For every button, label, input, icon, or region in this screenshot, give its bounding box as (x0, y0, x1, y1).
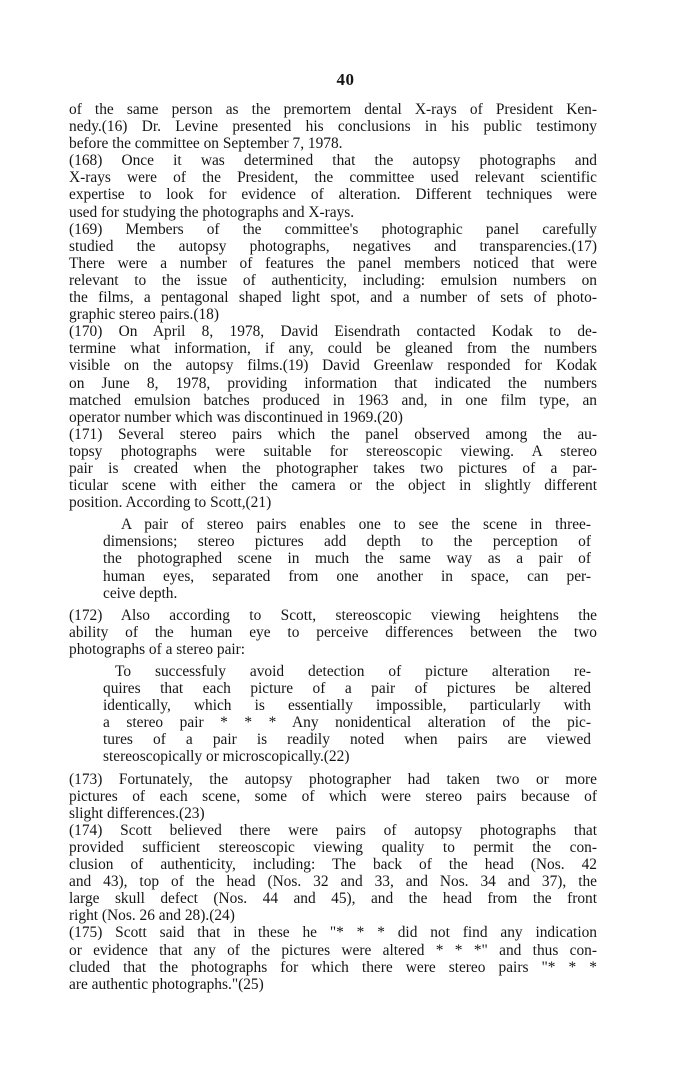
text-line: (173) Fortunately, the autopsy photographer had taken two or more (69, 770, 597, 788)
text-line: (174) Scott believed there were pairs of autopsy photographs that (69, 821, 597, 839)
text-line: visible on the autopsy films.(19) David Greenlaw responded for Kodak (69, 357, 597, 375)
text-line: before the committee on September 7, 1978. (69, 135, 343, 153)
text-line: matched emulsion batches produced in 1963 and, in one film type, an (69, 391, 597, 409)
text-line: ability of the human eye to perceive differences between the two (69, 623, 597, 641)
block-quote (69, 663, 597, 766)
text-line: used for studying the photographs and X-rays. (69, 203, 355, 221)
text-line: of the same person as the premortem dental X-rays of President Ken- (69, 101, 597, 118)
text-line: ticular scene with either the camera or the object in slightly different (69, 477, 597, 495)
text-line: (170) On April 8, 1978, David Eisendrath contacted Kodak to de- (69, 323, 597, 341)
text-line: (175) Scott said that in these he "* * * did not find any indication (69, 924, 597, 942)
text-line: or evidence that any of the pictures were altered * * *" and thus con- (69, 941, 597, 959)
text-line: X-rays were of the President, the committee used relevant scientific (69, 169, 597, 187)
quote-line: stereoscopically or microscopically.(22) (103, 748, 350, 766)
text-line: pictures of each scene, some of which were stereo pairs because of (69, 787, 597, 805)
quote-line: A pair of stereo pairs enables one to see the scene in three- (121, 516, 591, 534)
text-line: graphic stereo pairs.(18) (69, 306, 219, 324)
text-line: cluded that the photographs for which there were stereo pairs "* * * (69, 958, 597, 976)
block-quote (69, 516, 597, 601)
text-line: provided sufficient stereoscopic viewing quality to permit the con- (69, 838, 597, 856)
text-line: (169) Members of the committee's photographic panel carefully (69, 220, 597, 238)
quote-line: dimensions; stereo pictures add depth to the perception of (103, 533, 591, 551)
page-number: 40 (336, 70, 355, 89)
quote-line: human eyes, separated from one another in space, can per- (103, 567, 591, 585)
text-line: and 43), top of the head (Nos. 32 and 33, and Nos. 34 and 37), the (69, 873, 597, 891)
text-line: expertise to look for evidence of alteration. Different techniques were (69, 186, 597, 204)
text-line: on June 8, 1978, providing information that indicated the numbers (69, 374, 597, 392)
quote-line: To successfuly avoid detection of picture alteration re- (115, 663, 591, 680)
text-line: studied the autopsy photographs, negatives and transparencies.(17) (69, 237, 597, 255)
paragraph-group-2 (69, 607, 597, 658)
text-line: operator number which was discontinued in 1969.(20) (69, 408, 403, 426)
quote-line: the photographed scene in much the same way as a pair of (103, 550, 591, 568)
text-line: (168) Once it was determined that the autopsy photographs and (69, 152, 597, 170)
text-line: photographs of a stereo pair: (69, 640, 246, 658)
body-text (69, 101, 597, 993)
text-line: (171) Several stereo pairs which the panel observed among the au- (69, 425, 597, 443)
text-line: slight differences.(23) (69, 804, 205, 822)
text-line: are authentic photographs."(25) (69, 975, 264, 993)
text-line: clusion of authenticity, including: The back of the head (Nos. 42 (69, 856, 597, 874)
text-line: position. According to Scott,(21) (69, 494, 272, 512)
text-line: topsy photographs were suitable for stereoscopic viewing. A stereo (69, 442, 597, 460)
quote-line: tures of a pair is readily noted when pairs are viewed (103, 731, 591, 749)
paragraph-group-1 (69, 101, 597, 511)
paragraph-group-3 (69, 771, 597, 993)
text-line: right (Nos. 26 and 28).(24) (69, 907, 235, 925)
quote-line: identically, which is essentially impossible, particularly with (103, 697, 591, 715)
text-line: relevant to the issue of authenticity, including: emulsion numbers on (69, 271, 597, 289)
text-line: large skull defect (Nos. 44 and 45), and the head from the front (69, 890, 597, 908)
text-line: pair is created when the photographer takes two pictures of a par- (69, 459, 597, 477)
text-line: (172) Also according to Scott, stereoscopic viewing heightens the (69, 606, 597, 624)
text-line: There were a number of features the panel members noticed that were (69, 254, 597, 272)
quote-line: quires that each picture of a pair of pictures be altered (103, 680, 591, 698)
quote-line: ceive depth. (103, 584, 178, 602)
text-line: termine what information, if any, could be gleaned from the numbers (69, 340, 597, 358)
text-line: nedy.(16) Dr. Levine presented his conclusions in his public testimony (69, 118, 597, 136)
text-line: the films, a pentagonal shaped light spot, and a number of sets of photo- (69, 289, 597, 307)
quote-line: a stereo pair * * * Any nonidentical alteration of the pic- (103, 714, 591, 732)
